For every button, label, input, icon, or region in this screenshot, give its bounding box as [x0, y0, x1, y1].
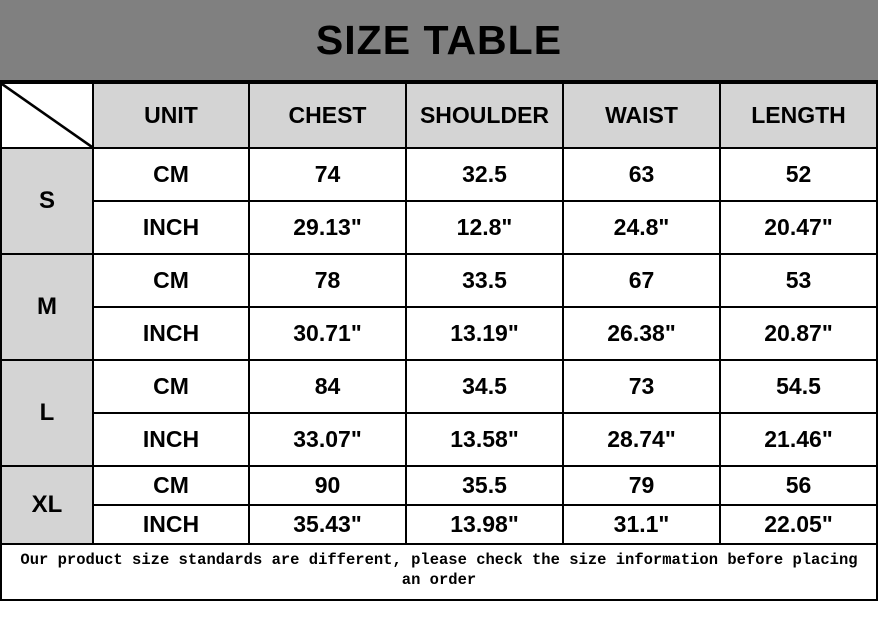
cell-l-inch-waist: 28.74" [563, 413, 720, 466]
cell-l-cm-waist: 73 [563, 360, 720, 413]
unit-label-inch: INCH [93, 413, 249, 466]
unit-label-cm: CM [93, 254, 249, 307]
cell-xl-inch-length: 22.05" [720, 505, 877, 544]
cell-xl-cm-shoulder: 35.5 [406, 466, 563, 505]
size-label-s: S [1, 148, 93, 254]
table-row [1, 413, 877, 466]
cell-m-inch-waist: 26.38" [563, 307, 720, 360]
cell-xl-cm-chest: 90 [249, 466, 406, 505]
table-row [1, 254, 877, 307]
column-header-unit: UNIT [93, 83, 249, 148]
cell-m-inch-length: 20.87" [720, 307, 877, 360]
size-note: Our product size standards are different, please check the size information before placing an order [0, 545, 878, 601]
cell-m-cm-waist: 67 [563, 254, 720, 307]
cell-s-cm-length: 52 [720, 148, 877, 201]
cell-s-inch-waist: 24.8" [563, 201, 720, 254]
corner-cell [1, 83, 93, 148]
size-label-l: L [1, 360, 93, 466]
table-body [1, 148, 877, 544]
cell-l-inch-chest: 33.07" [249, 413, 406, 466]
column-header-length: LENGTH [720, 83, 877, 148]
cell-l-cm-shoulder: 34.5 [406, 360, 563, 413]
unit-label-cm: CM [93, 466, 249, 505]
size-label-xl: XL [1, 466, 93, 544]
column-header-shoulder: SHOULDER [406, 83, 563, 148]
table-row [1, 201, 877, 254]
table-header [1, 83, 877, 148]
table-row [1, 307, 877, 360]
unit-label-cm: CM [93, 360, 249, 413]
cell-l-cm-chest: 84 [249, 360, 406, 413]
cell-l-inch-length: 21.46" [720, 413, 877, 466]
cell-xl-cm-waist: 79 [563, 466, 720, 505]
cell-s-cm-chest: 74 [249, 148, 406, 201]
cell-xl-cm-length: 56 [720, 466, 877, 505]
cell-xl-inch-chest: 35.43" [249, 505, 406, 544]
cell-xl-inch-shoulder: 13.98" [406, 505, 563, 544]
title-bar [0, 0, 878, 82]
table-row [1, 148, 877, 201]
diagonal-divider-icon [2, 84, 92, 147]
cell-s-inch-chest: 29.13" [249, 201, 406, 254]
cell-l-cm-length: 54.5 [720, 360, 877, 413]
footer-spacer [0, 601, 878, 639]
cell-m-cm-shoulder: 33.5 [406, 254, 563, 307]
table-row [1, 505, 877, 544]
header-row [1, 83, 877, 148]
page-title: SIZE TABLE [315, 16, 563, 63]
unit-label-inch: INCH [93, 201, 249, 254]
cell-xl-inch-waist: 31.1" [563, 505, 720, 544]
column-header-waist: WAIST [563, 83, 720, 148]
unit-label-inch: INCH [93, 307, 249, 360]
unit-label-inch: INCH [93, 505, 249, 544]
cell-s-cm-shoulder: 32.5 [406, 148, 563, 201]
cell-m-cm-chest: 78 [249, 254, 406, 307]
cell-m-inch-chest: 30.71" [249, 307, 406, 360]
cell-m-cm-length: 53 [720, 254, 877, 307]
table-row [1, 466, 877, 505]
table-row [1, 360, 877, 413]
size-label-m: M [1, 254, 93, 360]
cell-s-cm-waist: 63 [563, 148, 720, 201]
cell-l-inch-shoulder: 13.58" [406, 413, 563, 466]
cell-s-inch-shoulder: 12.8" [406, 201, 563, 254]
cell-m-inch-shoulder: 13.19" [406, 307, 563, 360]
unit-label-cm: CM [93, 148, 249, 201]
cell-s-inch-length: 20.47" [720, 201, 877, 254]
size-table [0, 82, 878, 545]
column-header-chest: CHEST [249, 83, 406, 148]
